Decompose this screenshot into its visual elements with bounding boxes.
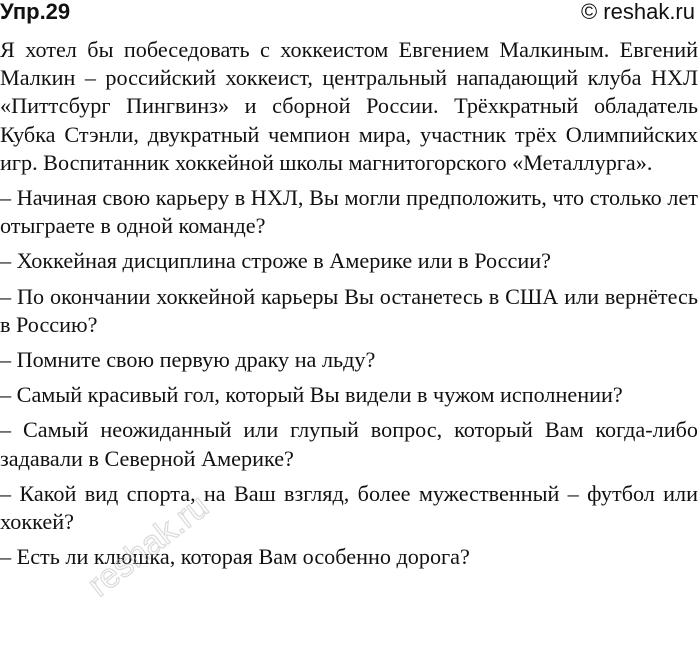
question-5: – Самый красивый гол, который Вы видели в чужом исполнении? [0, 382, 623, 408]
question-6: – Самый неожиданный или глупый вопрос, который Вам когда-либо задавали в Северной Америке? [0, 417, 698, 471]
question-3: – По окончании хоккейной карьеры Вы останетесь в США или вернётесь в Россию? [0, 283, 698, 337]
exercise-text [0, 36, 698, 571]
question-7: – Какой вид спорта, на Ваш взгляд, более мужественный – футбол или хоккей? [0, 480, 698, 535]
question-1: – Начиная свою карьеру в НХЛ, Вы могли предположить, что столько лет отыграете в одной команде? [0, 185, 698, 239]
question-8: – Есть ли клюшка, которая Вам особенно дорога? [0, 544, 470, 570]
question-4: – Помните свою первую драку на льду? [0, 347, 376, 373]
site-copyright: © reshak.ru [580, 0, 695, 24]
exercise-number: Упр.29 [0, 0, 71, 24]
intro-paragraph: Я хотел бы побеседовать с хоккеистом Евгением Малкиным. Евгений Малкин – российский хоккеист, центральный нападающий клуба НХЛ «Питтсбург Пингвинз» и сборной России. Трёхкратный обладатель Кубка Стэнли, двукратный чемпион мира, участник трёх Олимпийских игр. Воспитанник хоккейной школы магнитогорского «Металлурга». [0, 37, 698, 175]
page-header [0, 0, 700, 30]
watermark-text: reshak.ru [80, 487, 216, 605]
question-2: – Хоккейная дисциплина строже в Америке или в России? [0, 248, 551, 274]
